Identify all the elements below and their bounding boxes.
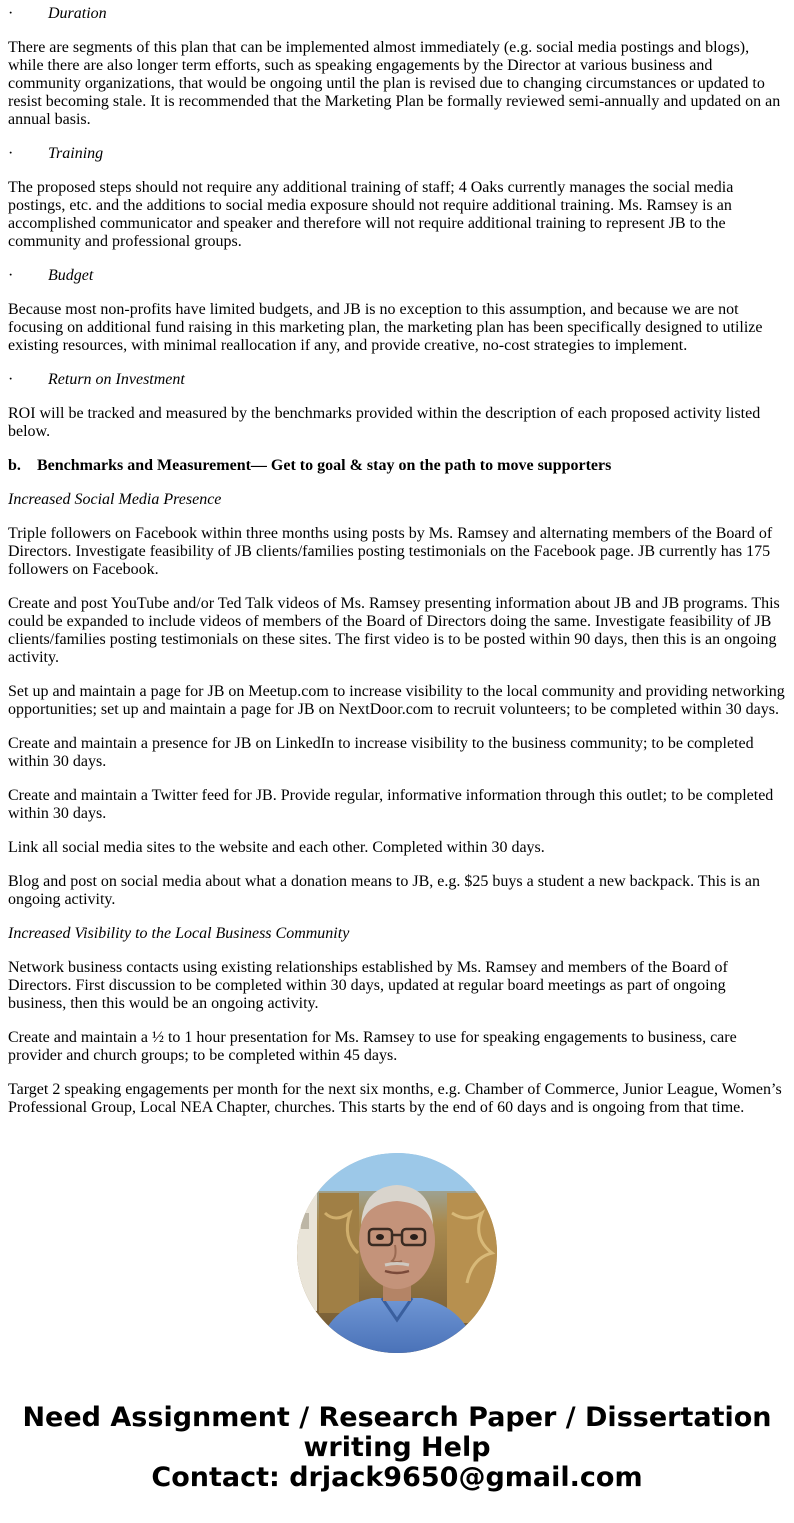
benchmarks-title: Benchmarks and Measurement— Get to goal & stay on the path to move supporters: [37, 457, 612, 474]
business-community-paragraph: Target 2 speaking engagements per month for the next six months, e.g. Chamber of Commerce, Junior League, Women’s Professional Group, Local NEA Chapter, churches. This starts by the end of 60 days and is ongoing from that time.: [8, 1081, 782, 1116]
section-label: Training: [48, 145, 104, 162]
section-label: Budget: [48, 267, 94, 284]
section-budget-text: Because most non-profits have limited budgets, and JB is no exception to this assumption, and because we are not focusing on additional fund raising in this marketing plan, the marketing plan has been specifically designed to utilize existing resources, with minimal reallocation if any, and provide creative, no-cost strategies to implement.: [8, 301, 763, 354]
social-media-paragraph: Create and maintain a Twitter feed for JB. Provide regular, informative information through this outlet; to be completed within 30 days.: [8, 787, 774, 822]
business-community-paragraph: Network business contacts using existing relationships established by Ms. Ramsey and members of the Board of Directors. First discussion to be completed within 30 days, updated at regular board meetings as part of ongoing business, then this would be an ongoing activity.: [8, 959, 728, 1012]
section-label: Return on Investment: [48, 371, 185, 388]
bullet-dot: ·: [8, 145, 14, 162]
benchmarks-letter: b.: [8, 457, 21, 474]
section-duration-text: There are segments of this plan that can be implemented almost immediately (e.g. social media postings and blogs), while there are also longer term efforts, such as speaking engagements by the Director at various business and community organizations, that would be ongoing until the plan is revised due to changing circumstances or updated to resist becoming stale. It is recommended that the Marketing Plan be formally reviewed semi-annually and updated on an annual basis.: [8, 39, 781, 128]
author-avatar: [297, 1153, 497, 1353]
benchmarks-heading: [8, 457, 786, 475]
promo-contact: Contact: drjack9650@gmail.com: [151, 1462, 643, 1493]
section-duration-heading: [8, 5, 786, 23]
business-community-paragraph: Create and maintain a ½ to 1 hour presentation for Ms. Ramsey to use for speaking engagements to business, care provider and church groups; to be completed within 45 days.: [8, 1029, 737, 1064]
social-media-paragraph: Set up and maintain a page for JB on Meetup.com to increase visibility to the local community and providing networking opportunities; set up and maintain a page for JB on NextDoor.com to recruit volunteers; to be completed within 30 days.: [8, 683, 785, 718]
business-community-heading: Increased Visibility to the Local Business Community: [8, 925, 350, 942]
promo-banner: [0, 1403, 794, 1493]
social-media-paragraph: Create and post YouTube and/or Ted Talk videos of Ms. Ramsey presenting information about JB and JB programs. This could be expanded to include videos of members of the Board of Directors doing the same. Investigate feasibility of JB clients/families posting testimonials on these sites. The first video is to be posted within 90 days, then this is an ongoing activity.: [8, 595, 780, 666]
social-media-heading: Increased Social Media Presence: [8, 491, 222, 508]
social-media-paragraph: Create and maintain a presence for JB on LinkedIn to increase visibility to the business community; to be completed within 30 days.: [8, 735, 754, 770]
section-label: Duration: [48, 5, 107, 22]
section-training-text: The proposed steps should not require any additional training of staff; 4 Oaks currently manages the social media postings, etc. and the additions to social media exposure should not require additional training. Ms. Ramsey is an accomplished communicator and speaker and therefore will not require additional training to represent JB to the community and professional groups.: [8, 179, 734, 250]
section-roi-heading: [8, 371, 786, 389]
social-media-paragraph: Blog and post on social media about what a donation means to JB, e.g. $25 buys a student a new backpack. This is an ongoing activity.: [8, 873, 761, 908]
promo-line: Need Assignment / Research Paper / Dissertation: [22, 1402, 772, 1433]
promo-line: writing Help: [303, 1432, 491, 1463]
bullet-dot: ·: [8, 267, 14, 284]
section-budget-heading: [8, 267, 786, 285]
social-media-paragraph: Link all social media sites to the website and each other. Completed within 30 days.: [8, 839, 545, 856]
social-media-paragraph: Triple followers on Facebook within three months using posts by Ms. Ramsey and alternating members of the Board of Directors. Investigate feasibility of JB clients/families posting testimonials on the Facebook page. JB currently has 175 followers on Facebook.: [8, 525, 773, 578]
portrait-image: [297, 1153, 497, 1353]
section-roi-text: ROI will be tracked and measured by the benchmarks provided within the description of each proposed activity listed below.: [8, 405, 761, 440]
bullet-dot: ·: [8, 5, 14, 22]
bullet-dot: ·: [8, 371, 14, 388]
section-training-heading: [8, 145, 786, 163]
